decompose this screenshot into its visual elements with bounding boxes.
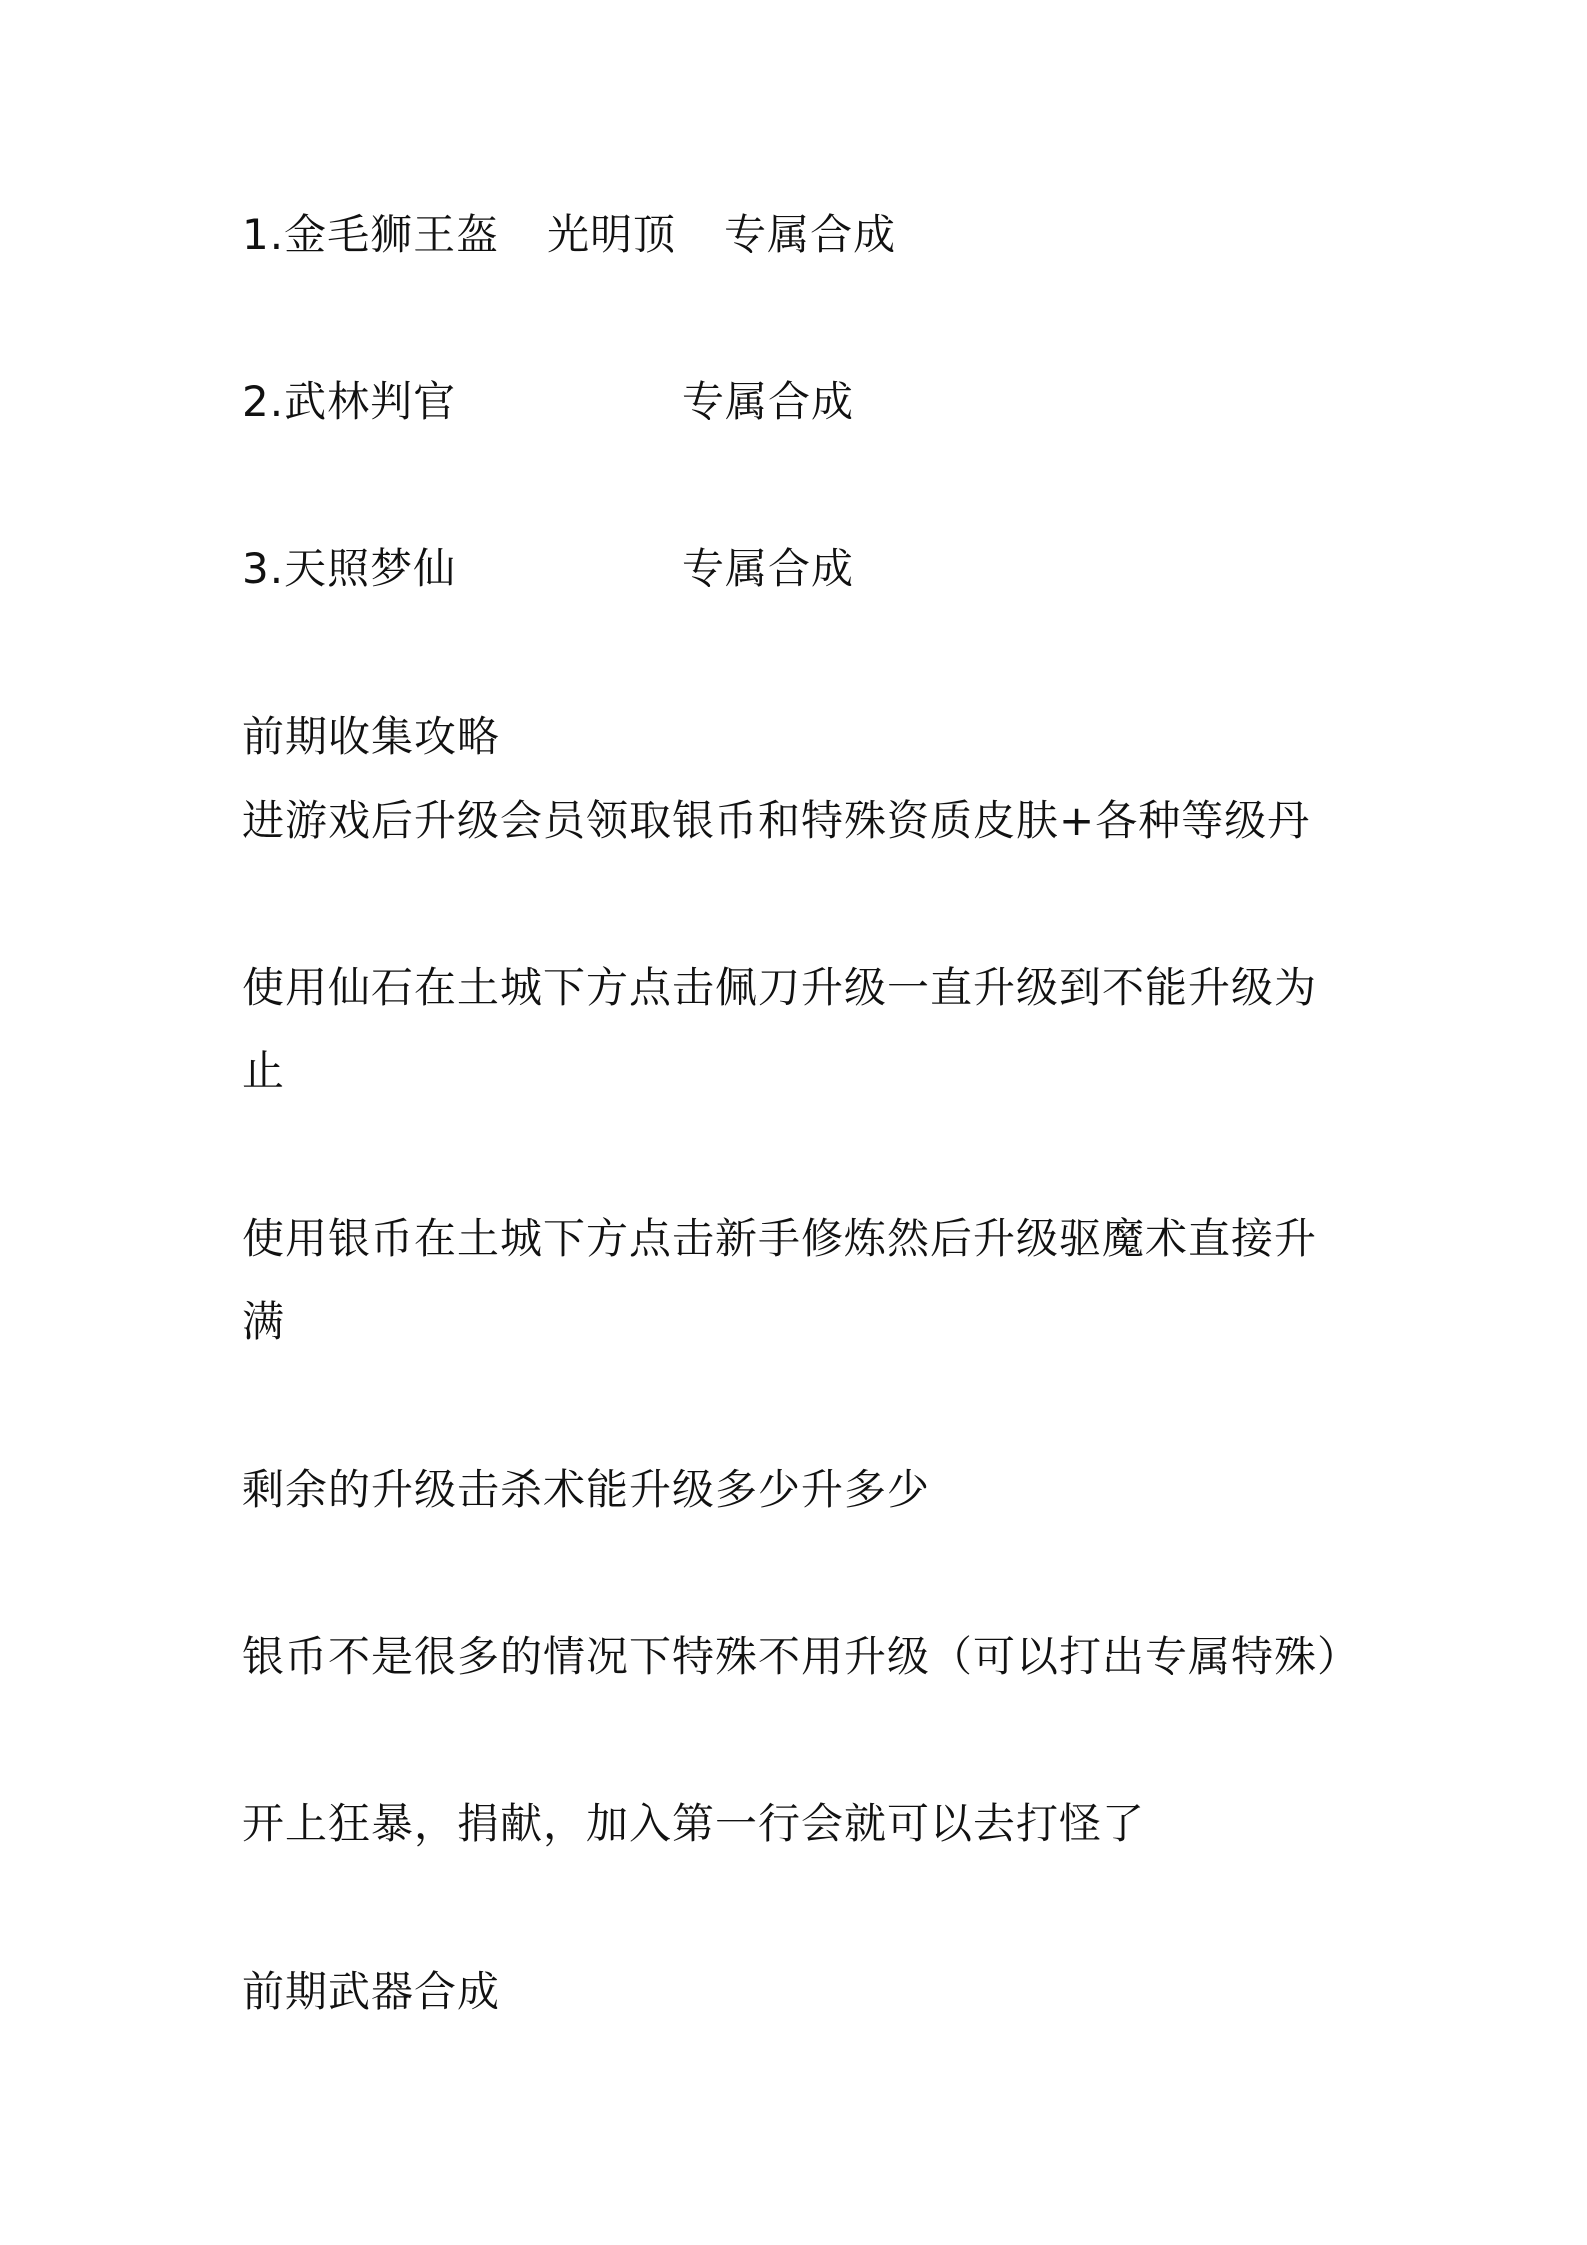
list-item — [242, 376, 456, 428]
item-type: 专属合成 — [682, 377, 855, 426]
item-name: 金毛狮王盔 — [284, 210, 500, 259]
item-place: 光明顶 — [547, 210, 677, 259]
item-name: 天照梦仙 — [284, 544, 457, 593]
item-number: 1. — [242, 210, 285, 259]
item-type: 专属合成 — [682, 544, 855, 593]
paragraph: 使用银币在土城下方点击新手修炼然后升级驱魔术直接升 — [242, 1214, 1318, 1263]
paragraph-continuation: 满 — [242, 1297, 286, 1346]
section-heading: 前期武器合成 — [242, 1967, 501, 2016]
paragraph: 银币不是很多的情况下特殊不用升级（可以打出专属特殊） — [242, 1632, 1361, 1681]
paragraph: 进游戏后升级会员领取银币和特殊资质皮肤+各种等级丹 — [242, 796, 1311, 845]
list-item — [242, 543, 456, 595]
item-number: 3. — [242, 544, 285, 593]
paragraph: 剩余的升级击杀术能升级多少升多少 — [242, 1465, 931, 1514]
section-heading: 前期收集攻略 — [242, 712, 501, 761]
paragraph: 使用仙石在土城下方点击佩刀升级一直升级到不能升级为 — [242, 963, 1318, 1012]
item-type: 专属合成 — [724, 210, 897, 259]
item-number: 2. — [242, 377, 285, 426]
list-item — [242, 209, 896, 261]
paragraph: 开上狂暴，捐献，加入第一行会就可以去打怪了 — [242, 1799, 1146, 1848]
item-name: 武林判官 — [284, 377, 457, 426]
paragraph-continuation: 止 — [242, 1046, 286, 1095]
